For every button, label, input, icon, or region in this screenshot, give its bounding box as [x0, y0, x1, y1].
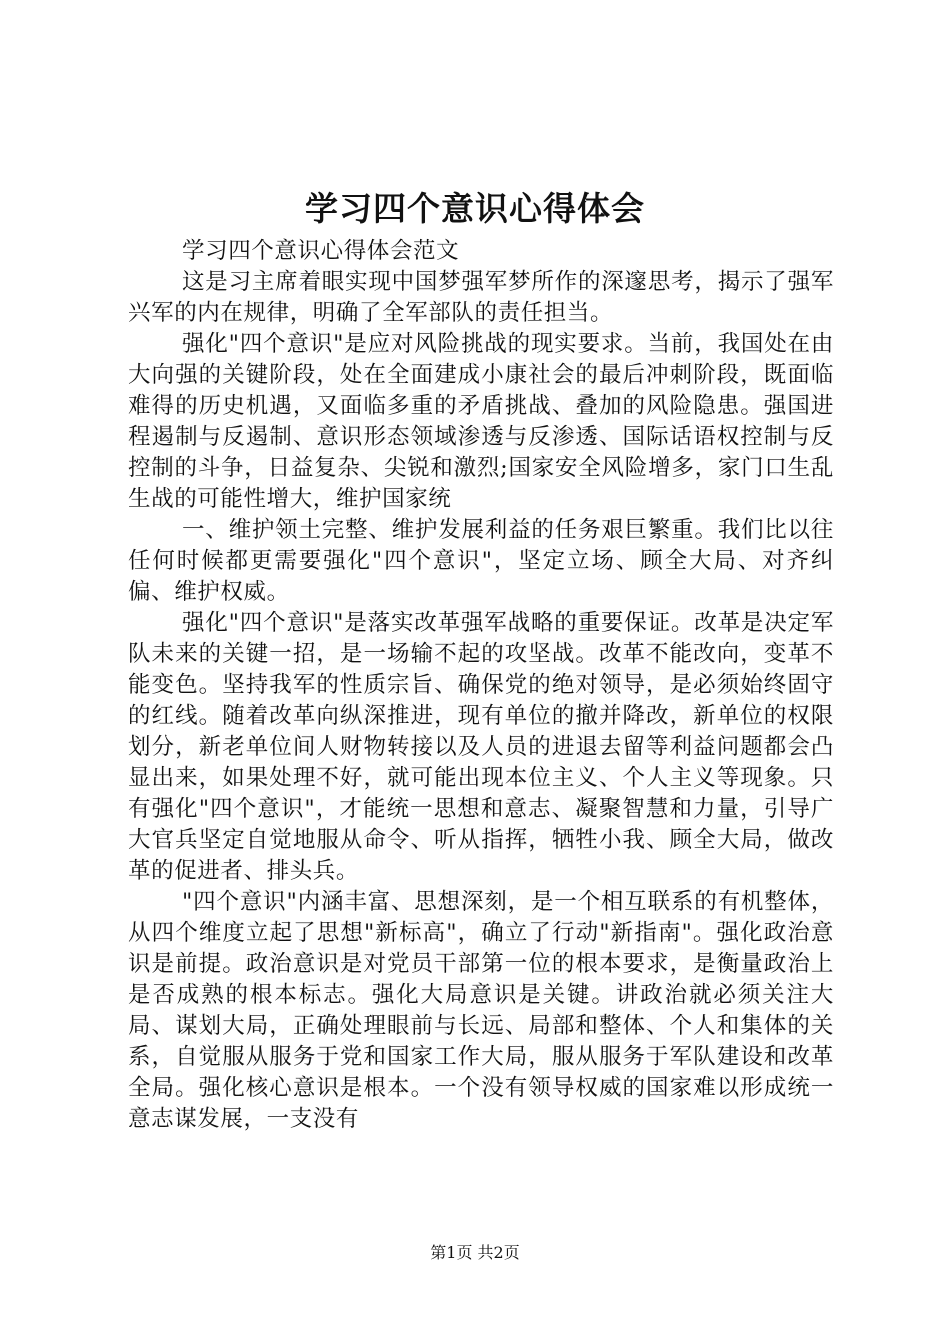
document-title: 学习四个意识心得体会	[305, 189, 645, 228]
document-body	[128, 236, 834, 1135]
paragraph: 这是习主席着眼实现中国梦强军梦所作的深邃思考，揭示了强军兴军的内在规律，明确了全军部队的责任担当。	[128, 269, 834, 326]
paragraph: 一、维护领土完整、维护发展利益的任务艰巨繁重。我们比以往任何时候都更需要强化"四个意识"，坚定立场、顾全大局、对齐纠偏、维护权威。	[128, 517, 834, 605]
paragraph: 强化"四个意识"是落实改革强军战略的重要保证。改革是决定军队未来的关键一招，是一场输不起的攻坚战。改革不能改向，变革不能变色。坚持我军的性质宗旨、确保党的绝对领导，是必须始终固守的红线。随着改革向纵深推进，现有单位的撤并降改，新单位的权限划分，新老单位间人财物转接以及人员的进退去留等利益问题都会凸显出来，如果处理不好，就可能出现本位主义、个人主义等现象。只有强化"四个意识"，才能统一思想和意志、凝聚智慧和力量，引导广大官兵坚定自觉地服从命令、听从指挥，牺牲小我、顾全大局，做改革的促进者、排头兵。	[128, 610, 834, 884]
paragraph-subtitle: 学习四个意识心得体会范文	[182, 238, 460, 264]
paragraph: "四个意识"内涵丰富、思想深刻，是一个相互联系的有机整体，从四个维度立起了思想"新标高"，确立了行动"新指南"。强化政治意识是前提。政治意识是对党员干部第一位的根本要求，是衡量政治上是否成熟的根本标志。强化大局意识是关键。讲政治就必须关注大局、谋划大局，正确处理眼前与长远、局部和整体、个人和集体的关系，自觉服从服务于党和国家工作大局，服从服务于军队建设和改革全局。强化核心意识是根本。一个没有领导权威的国家难以形成统一意志谋发展，一支没有	[128, 889, 834, 1132]
page-number-footer: 第1页 共2页	[430, 1243, 520, 1262]
paragraph: 强化"四个意识"是应对风险挑战的现实要求。当前，我国处在由大向强的关键阶段，处在全面建成小康社会的最后冲刺阶段，既面临难得的历史机遇，又面临多重的矛盾挑战、叠加的风险隐患。强国进程遏制与反遏制、意识形态领域渗透与反渗透、国际话语权控制与反控制的斗争，日益复杂、尖锐和激烈;国家安全风险增多，家门口生乱生战的可能性增大，维护国家统	[128, 331, 834, 512]
